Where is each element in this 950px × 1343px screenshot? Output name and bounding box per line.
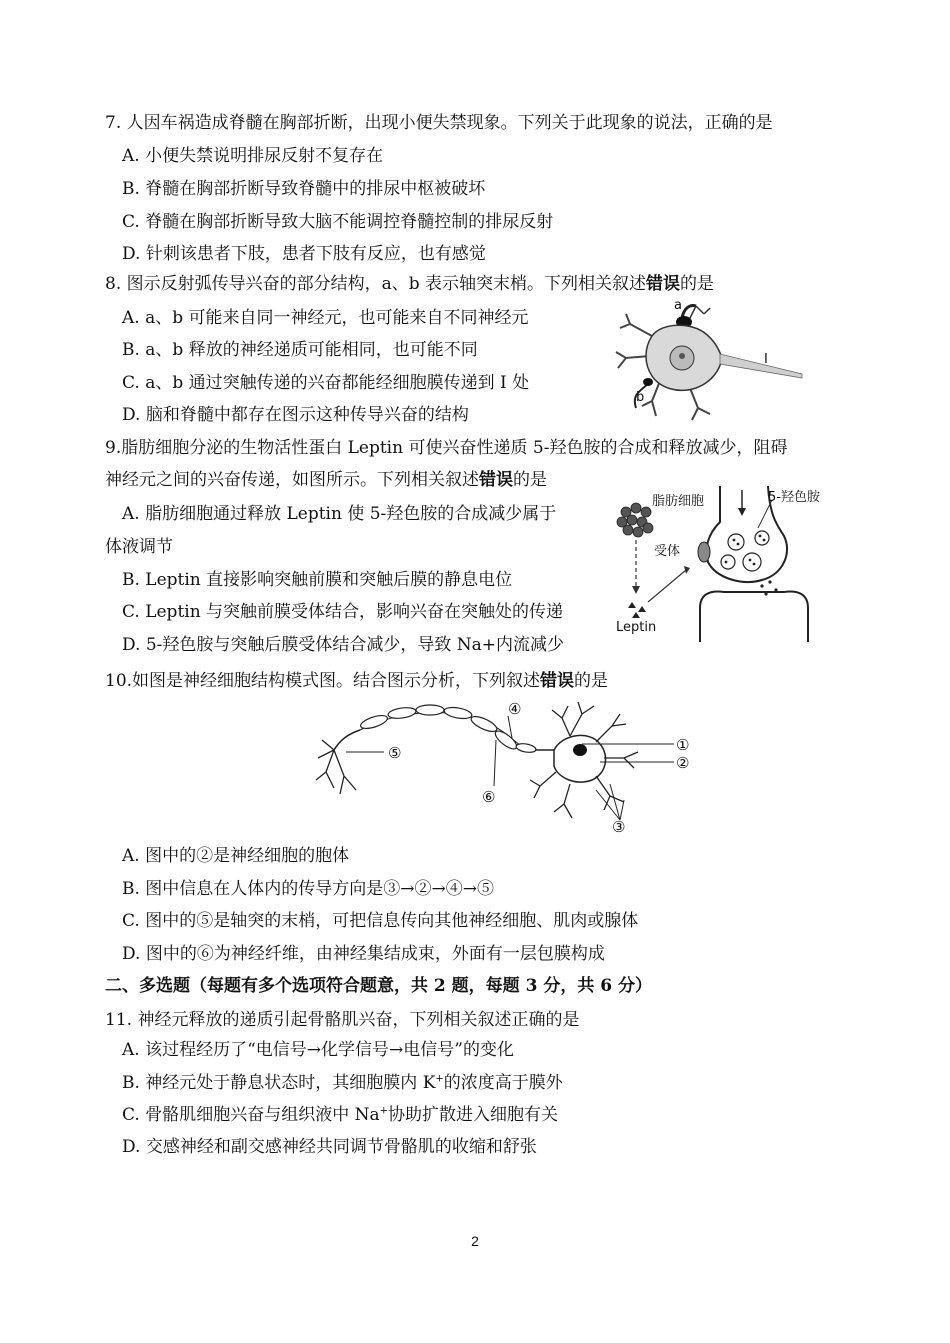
q10-label-5: ⑤	[388, 744, 402, 762]
q9-label-receptor: 受体	[654, 544, 681, 559]
q10-label-3: ③	[612, 818, 626, 836]
q9-stem-line2: 神经元之间的兴奋传递，如图所示。下列相关叙述错误的是	[105, 470, 547, 490]
q9-synapse-figure	[612, 482, 842, 642]
q10-neuron-figure	[300, 700, 700, 840]
q9-option-a-line1: A. 脂肪细胞通过释放 Leptin 使 5-羟色胺的合成减少属于	[122, 504, 557, 524]
q9-option-c: C. Leptin 与突触前膜受体结合，影响兴奋在突触处的传递	[122, 602, 564, 622]
q8-option-d: D. 脑和脊髓中都存在图示这种传导兴奋的结构	[122, 405, 469, 425]
q10-option-a: A. 图中的②是神经细胞的胞体	[122, 846, 350, 866]
q8-stem: 8. 图示反射弧传导兴奋的部分结构，a、b 表示轴突末梢。下列相关叙述错误的是	[105, 274, 715, 294]
page-number: 2	[471, 1233, 479, 1249]
q9-option-b: B. Leptin 直接影响突触前膜和突触后膜的静息电位	[122, 570, 513, 590]
q11-option-a: A. 该过程经历了“电信号→化学信号→电信号”的变化	[122, 1040, 514, 1060]
q10-label-2: ②	[676, 754, 690, 772]
q8-option-b: B. a、b 释放的神经递质可能相同，也可能不同	[122, 340, 478, 360]
q8-option-c: C. a、b 通过突触传递的兴奋都能经细胞膜传递到 I 处	[122, 373, 530, 393]
q8-label-a: a	[674, 298, 682, 313]
q7-option-c: C. 脊髓在胸部折断导致大脑不能调控脊髓控制的排尿反射	[122, 212, 554, 232]
q11-option-c: C. 骨骼肌细胞兴奋与组织液中 Na+协助扩散进入细胞有关	[122, 1105, 559, 1125]
q7-stem: 7. 人因车祸造成脊髓在胸部折断，出现小便失禁现象。下列关于此现象的说法，正确的是	[105, 113, 773, 133]
q10-label-1: ①	[676, 736, 690, 754]
fat-cell-cluster	[617, 503, 653, 537]
q7-option-d: D. 针刺该患者下肢，患者下肢有反应，也有感觉	[122, 244, 486, 264]
q10-option-b: B. 图中信息在人体内的传导方向是③→②→④→⑤	[122, 879, 495, 899]
q10-label-4: ④	[508, 700, 522, 718]
q8-label-i: I	[764, 352, 768, 367]
q10-option-d: D. 图中的⑥为神经纤维，由神经集结成束，外面有一层包膜构成	[122, 944, 605, 964]
q11-option-d: D. 交感神经和副交感神经共同调节骨骼肌的收缩和舒张	[122, 1137, 537, 1157]
q8-label-b: b	[636, 390, 645, 405]
q10-option-c: C. 图中的⑤是轴突的末梢，可把信息传向其他神经细胞、肌肉或腺体	[122, 911, 639, 931]
terminal-b-bouton	[643, 378, 653, 386]
q10-stem: 10.如图是神经细胞结构模式图。结合图示分析，下列叙述错误的是	[105, 671, 609, 691]
q9-stem-line1: 9.脂肪细胞分泌的生物活性蛋白 Leptin 可使兴奋性递质 5-羟色胺的合成和释放减少，阻碍	[105, 438, 788, 458]
q9-option-d: D. 5-羟色胺与突触后膜受体结合减少，导致 Na+内流减少	[122, 635, 565, 655]
q7-option-a: A. 小便失禁说明排尿反射不复存在	[122, 146, 384, 166]
q9-label-leptin: Leptin	[616, 620, 657, 635]
q9-option-a-line2: 体液调节	[105, 537, 173, 557]
q8-option-a: A. a、b 可能来自同一神经元，也可能来自不同神经元	[122, 308, 529, 328]
q11-stem: 11. 神经元释放的递质引起骨骼肌兴奋，下列相关叙述正确的是	[105, 1010, 580, 1030]
section-2-heading: 二、多选题（每题有多个选项符合题意，共 2 题，每题 3 分，共 6 分）	[105, 976, 652, 996]
q10-label-6: ⑥	[482, 788, 496, 806]
q7-option-b: B. 脊髓在胸部折断导致脊髓中的排尿中枢被破坏	[122, 179, 486, 199]
q8-neuron-figure	[612, 296, 812, 426]
q9-label-fat-cell: 脂肪细胞	[652, 494, 705, 509]
q11-option-b: B. 神经元处于静息状态时，其细胞膜内 K+的浓度高于膜外	[122, 1073, 563, 1093]
q9-label-serotonin: 5-羟色胺	[768, 490, 820, 505]
